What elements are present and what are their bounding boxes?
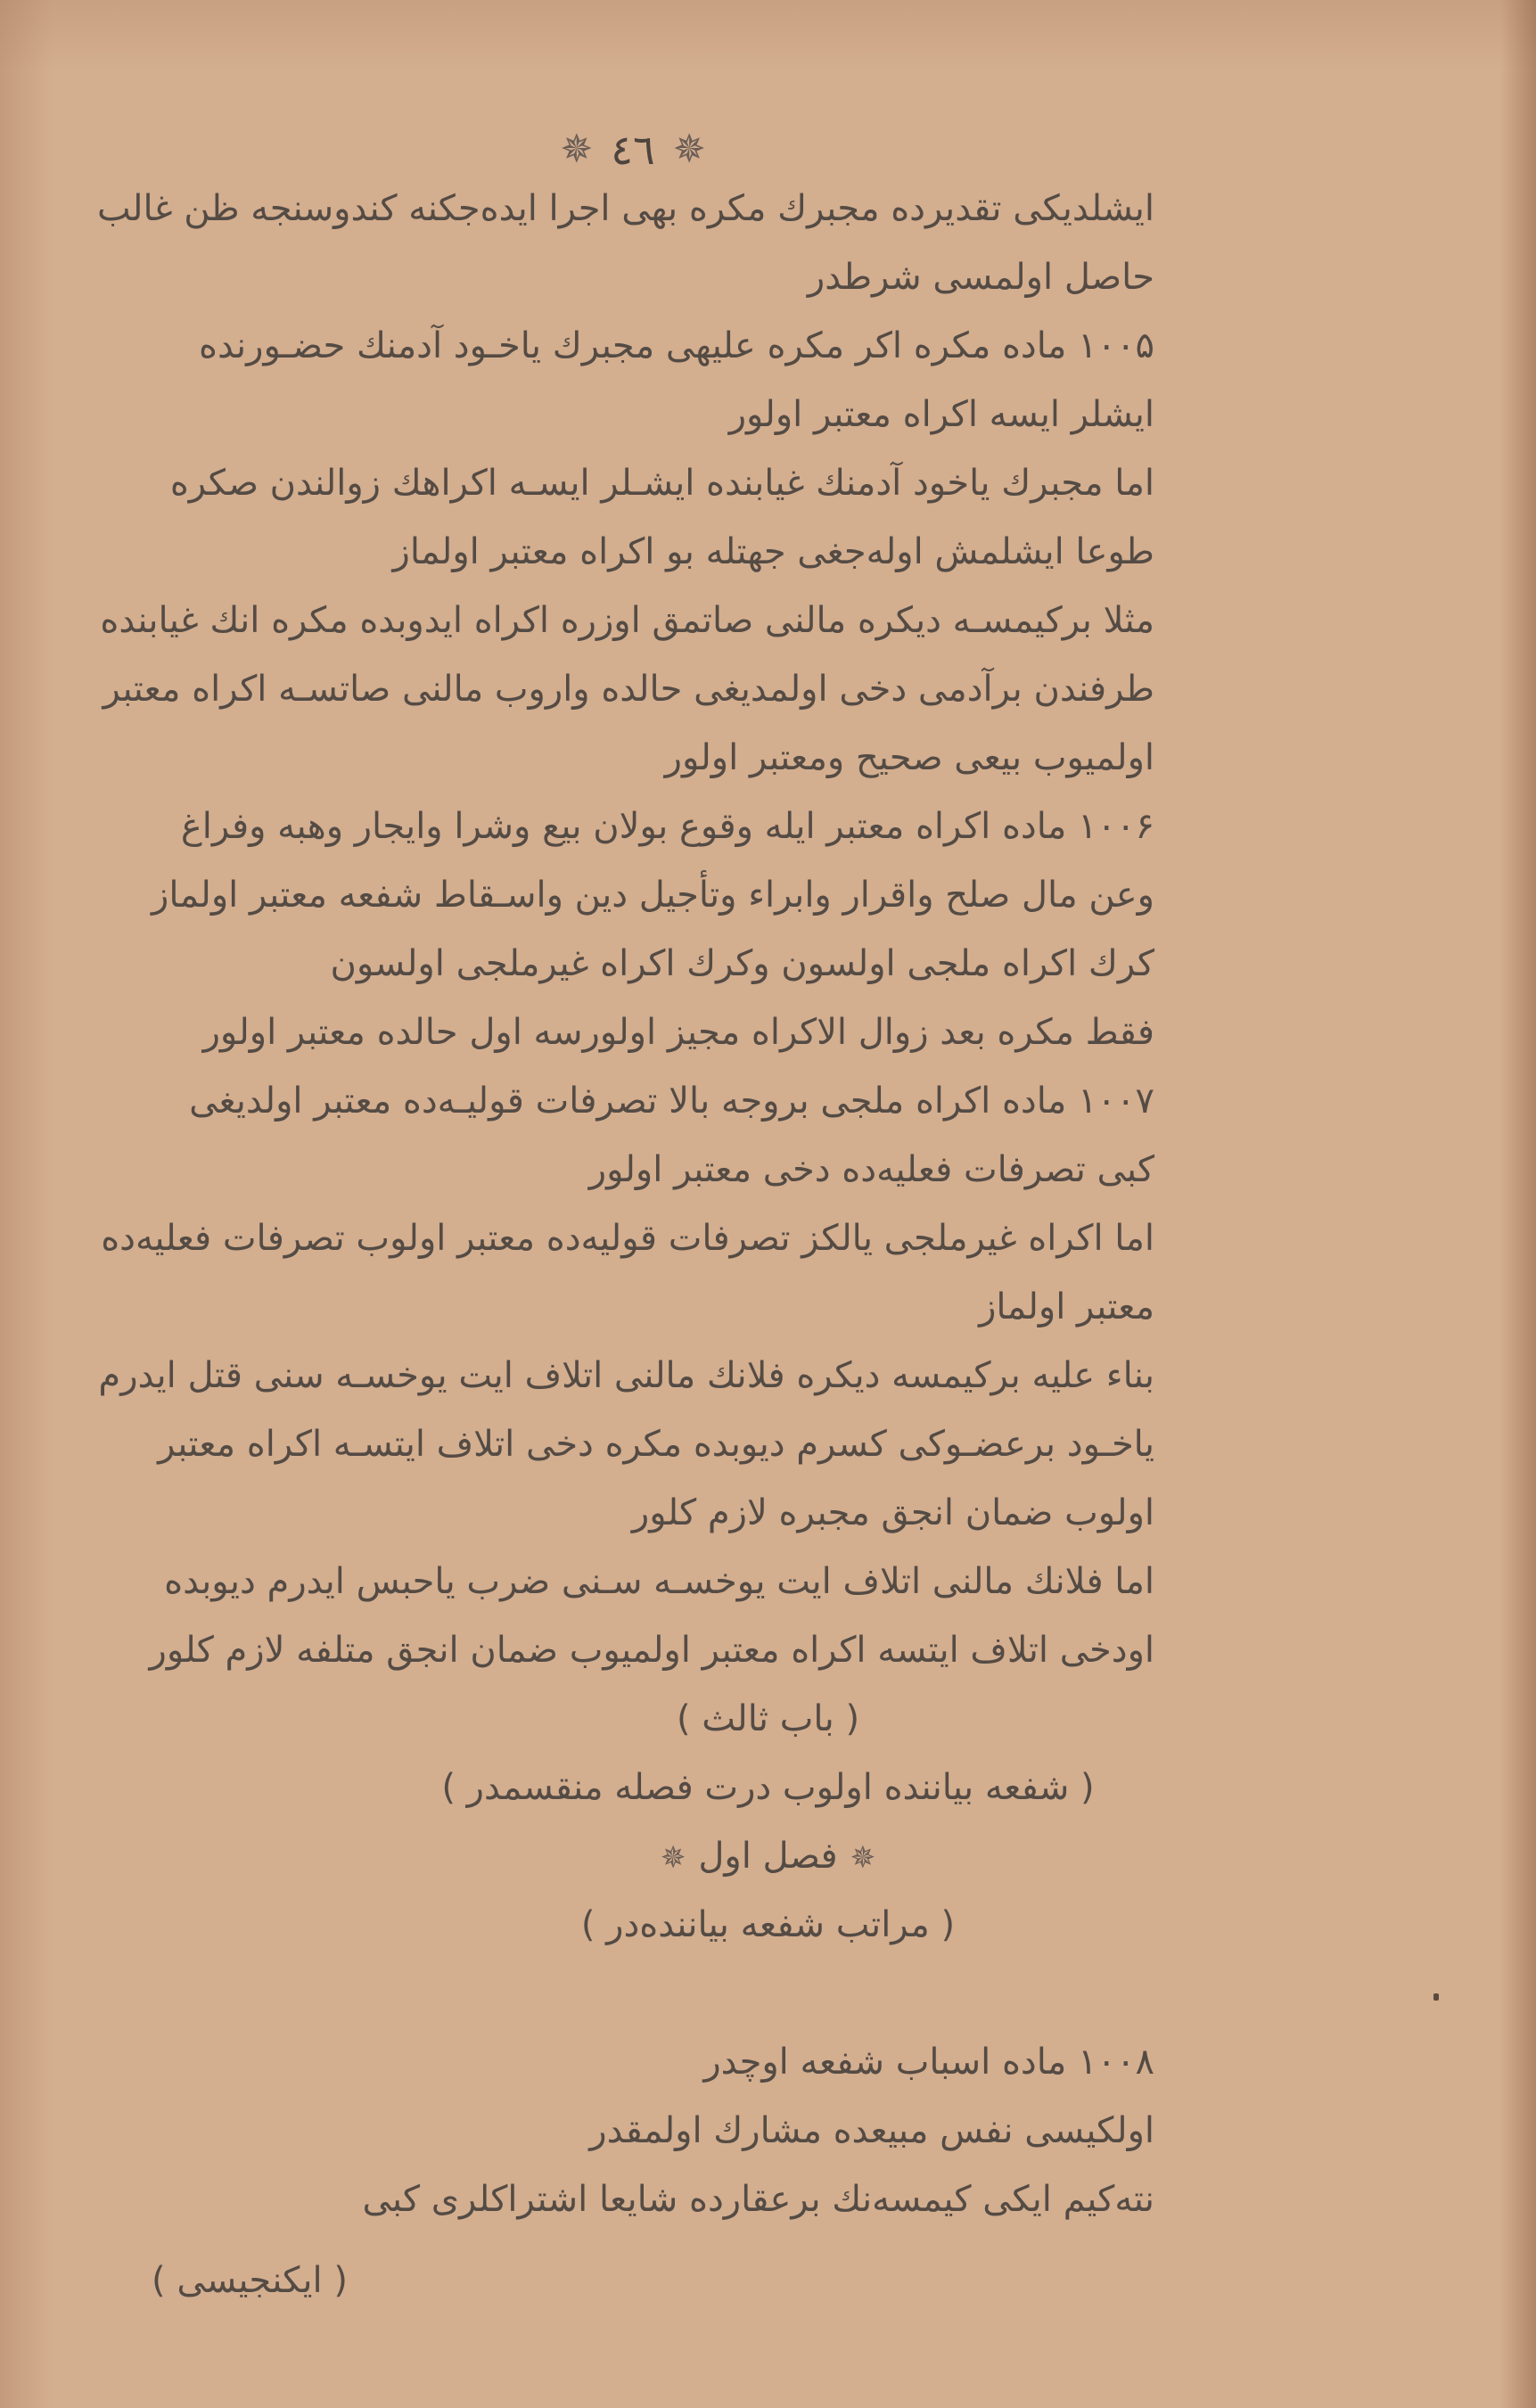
body-text xyxy=(89,175,1154,1685)
ornament-star-icon: ✵ xyxy=(560,127,594,172)
text-line: ایشلر ایسه اکراه معتبر اولور xyxy=(728,394,1154,435)
text-line: ایشلدیکی تقدیرده مجبرك مكره بهی اجرا ایده‌جکنه کندوسنجه ظن غالب xyxy=(97,188,1154,229)
article-1008-line: ۱۰۰۸ ماده اسباب شفعه اوچدر xyxy=(703,2042,1154,2083)
article-1007-line: ۱۰۰۷ ماده اکراه ملجی بروجه بالا تصرفات قولیـه‌ده معتبر اولدیغی xyxy=(189,1081,1154,1122)
chapter-title: ( باب ثالث ) xyxy=(676,1698,860,1739)
text-line: اولمیوب بیعی صحیح ومعتبر اولور xyxy=(664,737,1154,778)
ornament-star-icon: ✵ xyxy=(850,1840,876,1876)
text-line: اولوب ضمان انجق مجبره لازم کلور xyxy=(631,1492,1154,1533)
text-line: مثلا برکیمسـه دیکره مالنی صاتمق اوزره اکراه ایدوبده مكره انك غیابنده xyxy=(100,600,1154,641)
text-line: اولکیسی نفس مبیعده مشارك اولمقدر xyxy=(589,2110,1154,2151)
text-line: بناء علیه برکیمسه دیکره فلانك مالنی اتلاف ایت یوخسـه سنی قتل ایدرم xyxy=(98,1355,1154,1396)
chapter-heading xyxy=(0,1685,1536,1960)
text-line: کبی تصرفات فعلیه‌ده دخی معتبر اولور xyxy=(588,1149,1154,1190)
ornament-star-icon: ✵ xyxy=(672,127,706,172)
text-line: یاخـود برعضـوکی کسرم دیوبده مكره دخی اتلاف ایتسـه اکراه معتبر xyxy=(158,1424,1154,1465)
text-line: نته‌کیم ایکی کیمسه‌نك برعقارده شایعا اشتراکلری کبی xyxy=(362,2179,1154,2220)
ornament-star-icon: ✵ xyxy=(660,1840,686,1876)
text-line: معتبر اولماز xyxy=(979,1286,1154,1327)
text-line: طوعا ایشلمش اوله‌جغی جهتله بو اکراه معتبر اولماز xyxy=(392,531,1154,572)
text-line: اما مجبرك یاخود آدمنك غیابنده ایشـلر ایسـه اکراهك زوالندن صکره xyxy=(169,463,1154,504)
article-1008-block xyxy=(245,2028,1154,2234)
text-line: وعن مال صلح واقرار وابراء وتأجیل دین واسـقاط شفعه معتبر اولماز xyxy=(152,875,1154,916)
text-line: اما اکراه غیرملجی یالکز تصرفات قولیه‌ده معتبر اولوب تصرفات فعلیه‌ده xyxy=(101,1218,1154,1259)
text-line: کرك اکراه ملجی اولسون وکرك اکراه غیرملجی اولسون xyxy=(330,943,1154,984)
page-number: ٤٦ xyxy=(611,126,655,174)
text-line: اودخی اتلاف ایتسه اکراه معتبر اولمیوب ضمان انجق متلفه لازم کلور xyxy=(149,1630,1154,1671)
chapter-subtitle: ( شفعه بیاننده اولوب درت فصله منقسمدر ) xyxy=(441,1767,1095,1808)
text-line: طرفندن برآدمی دخی اولمدیغی حالده واروب مالنی صاتسـه اکراه معتبر xyxy=(103,669,1154,710)
text-line: حاصل اولمسی شرطدر xyxy=(807,257,1154,298)
article-1005-line: ۱۰۰۵ ماده مكره اکر مكره علیهی مجبرك یاخـود آدمنك حضـورنده xyxy=(199,325,1154,366)
article-1006-line: ۱۰۰۶ ماده اکراه معتبر ایله وقوع بولان بیع وشرا وایجار وهبه وفراغ xyxy=(180,806,1154,847)
catchword: ( ایکنجیسی ) xyxy=(152,2260,348,2301)
part-title xyxy=(0,1822,1536,1891)
ink-speck xyxy=(1433,1993,1439,2001)
text-line: فقط مكره بعد زوال الاکراه مجیز اولورسه اول حالده معتبر اولور xyxy=(202,1012,1154,1053)
part-subtitle: ( مراتب شفعه بیاننده‌در ) xyxy=(580,1904,956,1945)
text-line: اما فلانك مالنی اتلاف ایت یوخسـه سـنی ضرب یاحبس ایدرم دیوبده xyxy=(164,1561,1154,1602)
part-title-text: فصل اول xyxy=(698,1836,838,1877)
